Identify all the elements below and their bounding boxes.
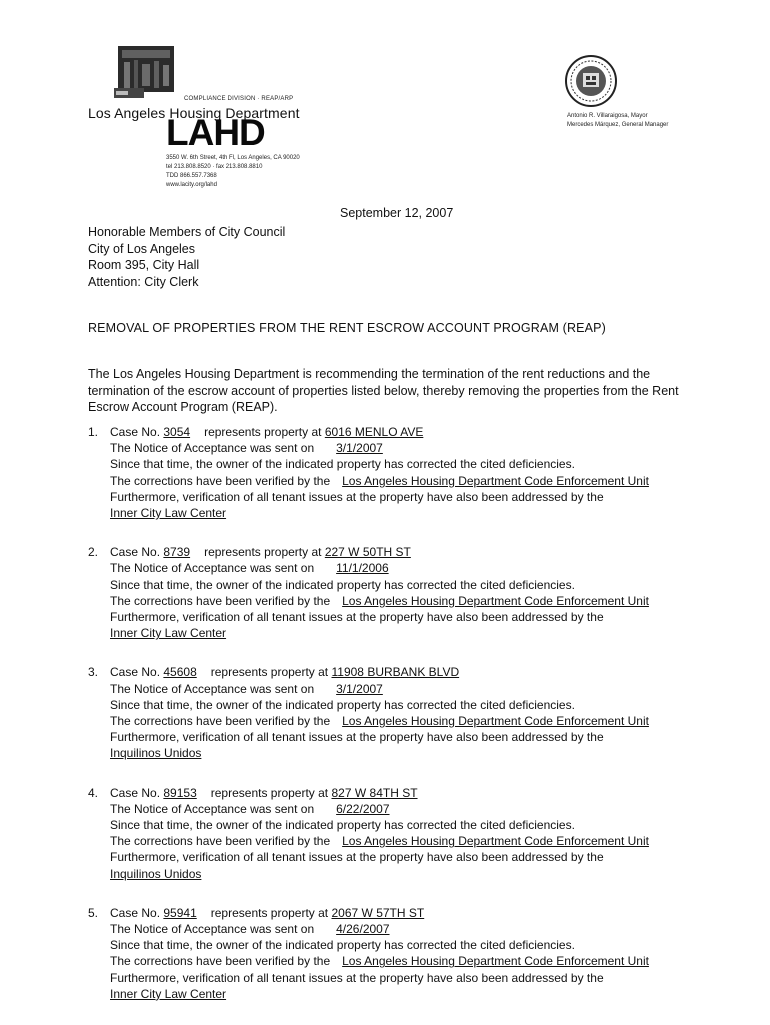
- furthermore-text: Furthermore, verification of all tenant issues at the property have also been addressed by the: [110, 489, 604, 504]
- represents-label: represents property at: [210, 905, 329, 920]
- property-item: [88, 544, 708, 641]
- address-line: TDD 866.557.7368: [166, 173, 217, 179]
- case-number: 3054: [163, 425, 191, 439]
- since-text: Since that time, the owner of the indicated property has corrected the cited deficiencies.: [110, 818, 575, 833]
- tenant-organization: Inner City Law Center: [110, 506, 227, 521]
- mayor-name: Antonio R. Villaraigosa, Mayor: [567, 113, 648, 119]
- property-item: [88, 785, 708, 882]
- case-label: Case No.: [110, 905, 161, 920]
- property-address: 11908 BURBANK BLVD: [331, 665, 460, 680]
- addressee-line: Room 395, City Hall: [88, 258, 200, 272]
- verified-label: The corrections have been verified by the: [110, 834, 331, 849]
- subject-line: REMOVAL OF PROPERTIES FROM THE RENT ESCROW ACCOUNT PROGRAM (REAP): [88, 321, 606, 335]
- general-manager: Mercedes Márquez, General Manager: [567, 122, 669, 128]
- addressee-block: [88, 224, 285, 290]
- since-text: Since that time, the owner of the indicated property has corrected the cited deficiencies.: [110, 697, 575, 712]
- city-seal-icon: [560, 54, 622, 108]
- notice-label: The Notice of Acceptance was sent on: [110, 561, 315, 576]
- addressee-line: Honorable Members of City Council: [88, 225, 286, 239]
- property-item: [88, 905, 708, 1002]
- verifier: Los Angeles Housing Department Code Enforcement Unit: [342, 714, 649, 729]
- since-text: Since that time, the owner of the indicated property has corrected the cited deficiencies.: [110, 457, 575, 472]
- property-address: 6016 MENLO AVE: [324, 425, 424, 439]
- represents-label: represents property at: [204, 545, 322, 560]
- department-name: Los Angeles Housing Department: [88, 105, 300, 121]
- item-number: 5.: [88, 905, 99, 920]
- address-line: www.lacity.org/lahd: [166, 182, 217, 188]
- tenant-organization: Inquilinos Unidos: [110, 746, 202, 761]
- since-text: Since that time, the owner of the indicated property has corrected the cited deficiencies.: [110, 938, 575, 953]
- verifier: Los Angeles Housing Department Code Enforcement Unit: [342, 834, 649, 849]
- letter-date: September 12, 2007: [340, 206, 454, 220]
- department-address: [166, 154, 300, 190]
- notice-label: The Notice of Acceptance was sent on: [110, 681, 315, 696]
- notice-label: The Notice of Acceptance was sent on: [110, 441, 315, 456]
- property-item: [88, 664, 708, 761]
- property-item: [88, 424, 708, 521]
- lahd-logo: LAHD: [166, 112, 265, 153]
- since-text: Since that time, the owner of the indicated property has corrected the cited deficiencies.: [110, 577, 575, 592]
- furthermore-text: Furthermore, verification of all tenant issues at the property have also been addressed by the: [110, 730, 604, 745]
- verified-label: The corrections have been verified by the: [110, 473, 331, 488]
- verified-label: The corrections have been verified by the: [110, 714, 331, 729]
- case-label: Case No.: [110, 425, 161, 439]
- tenant-organization: Inquilinos Unidos: [110, 866, 202, 881]
- property-address: 2067 W 57TH ST: [331, 905, 425, 920]
- furthermore-text: Furthermore, verification of all tenant issues at the property have also been addressed by the: [110, 970, 604, 985]
- mayor-block: [567, 112, 668, 130]
- property-address: 827 W 84TH ST: [331, 785, 418, 800]
- item-number: 3.: [88, 665, 99, 680]
- case-number: 89153: [163, 785, 197, 800]
- verifier: Los Angeles Housing Department Code Enforcement Unit: [342, 954, 649, 969]
- item-number: 4.: [88, 785, 99, 800]
- notice-date: 11/1/2006: [336, 561, 389, 576]
- tenant-organization: Inner City Law Center: [110, 626, 227, 641]
- addressee-line: Attention: City Clerk: [88, 274, 199, 289]
- intro-paragraph: The Los Angeles Housing Department is recommending the termination of the rent reductions and the termination of the escrow account of properties listed below, thereby removing the properties from the Rent Escrow Account Program (REAP).: [88, 367, 679, 414]
- case-label: Case No.: [110, 665, 161, 680]
- case-number: 95941: [163, 905, 197, 920]
- verifier: Los Angeles Housing Department Code Enforcement Unit: [342, 473, 649, 488]
- represents-label: represents property at: [210, 665, 329, 680]
- verifier: Los Angeles Housing Department Code Enforcement Unit: [342, 593, 649, 608]
- division-label: COMPLIANCE DIVISION · REAP/ARP: [184, 96, 294, 102]
- item-number: 2.: [88, 545, 99, 560]
- property-list: [88, 424, 708, 1025]
- furthermore-text: Furthermore, verification of all tenant issues at the property have also been addressed by the: [110, 610, 604, 625]
- tenant-organization: Inner City Law Center: [110, 986, 227, 1001]
- case-label: Case No.: [110, 545, 161, 560]
- notice-date: 6/22/2007: [336, 801, 390, 816]
- case-label: Case No.: [110, 785, 161, 800]
- notice-date: 4/26/2007: [336, 922, 390, 937]
- address-line: 3550 W. 6th Street, 4th Fl, Los Angeles, CA 90020: [166, 155, 300, 161]
- represents-label: represents property at: [210, 785, 329, 800]
- case-number: 8739: [163, 545, 191, 560]
- notice-date: 3/1/2007: [336, 681, 383, 696]
- notice-label: The Notice of Acceptance was sent on: [110, 922, 315, 937]
- item-number: 1.: [88, 425, 99, 439]
- represents-label: represents property at: [204, 425, 322, 439]
- addressee-line: City of Los Angeles: [88, 241, 196, 256]
- notice-date: 3/1/2007: [336, 441, 383, 456]
- furthermore-text: Furthermore, verification of all tenant issues at the property have also been addressed by the: [110, 850, 604, 865]
- case-number: 45608: [163, 665, 197, 680]
- verified-label: The corrections have been verified by the: [110, 954, 331, 969]
- address-line: tel 213.808.8520 · fax 213.808.8810: [166, 164, 263, 170]
- verified-label: The corrections have been verified by the: [110, 593, 331, 608]
- city-seal-stamp: [114, 44, 180, 104]
- property-address: 227 W 50TH ST: [324, 545, 411, 560]
- notice-label: The Notice of Acceptance was sent on: [110, 801, 315, 816]
